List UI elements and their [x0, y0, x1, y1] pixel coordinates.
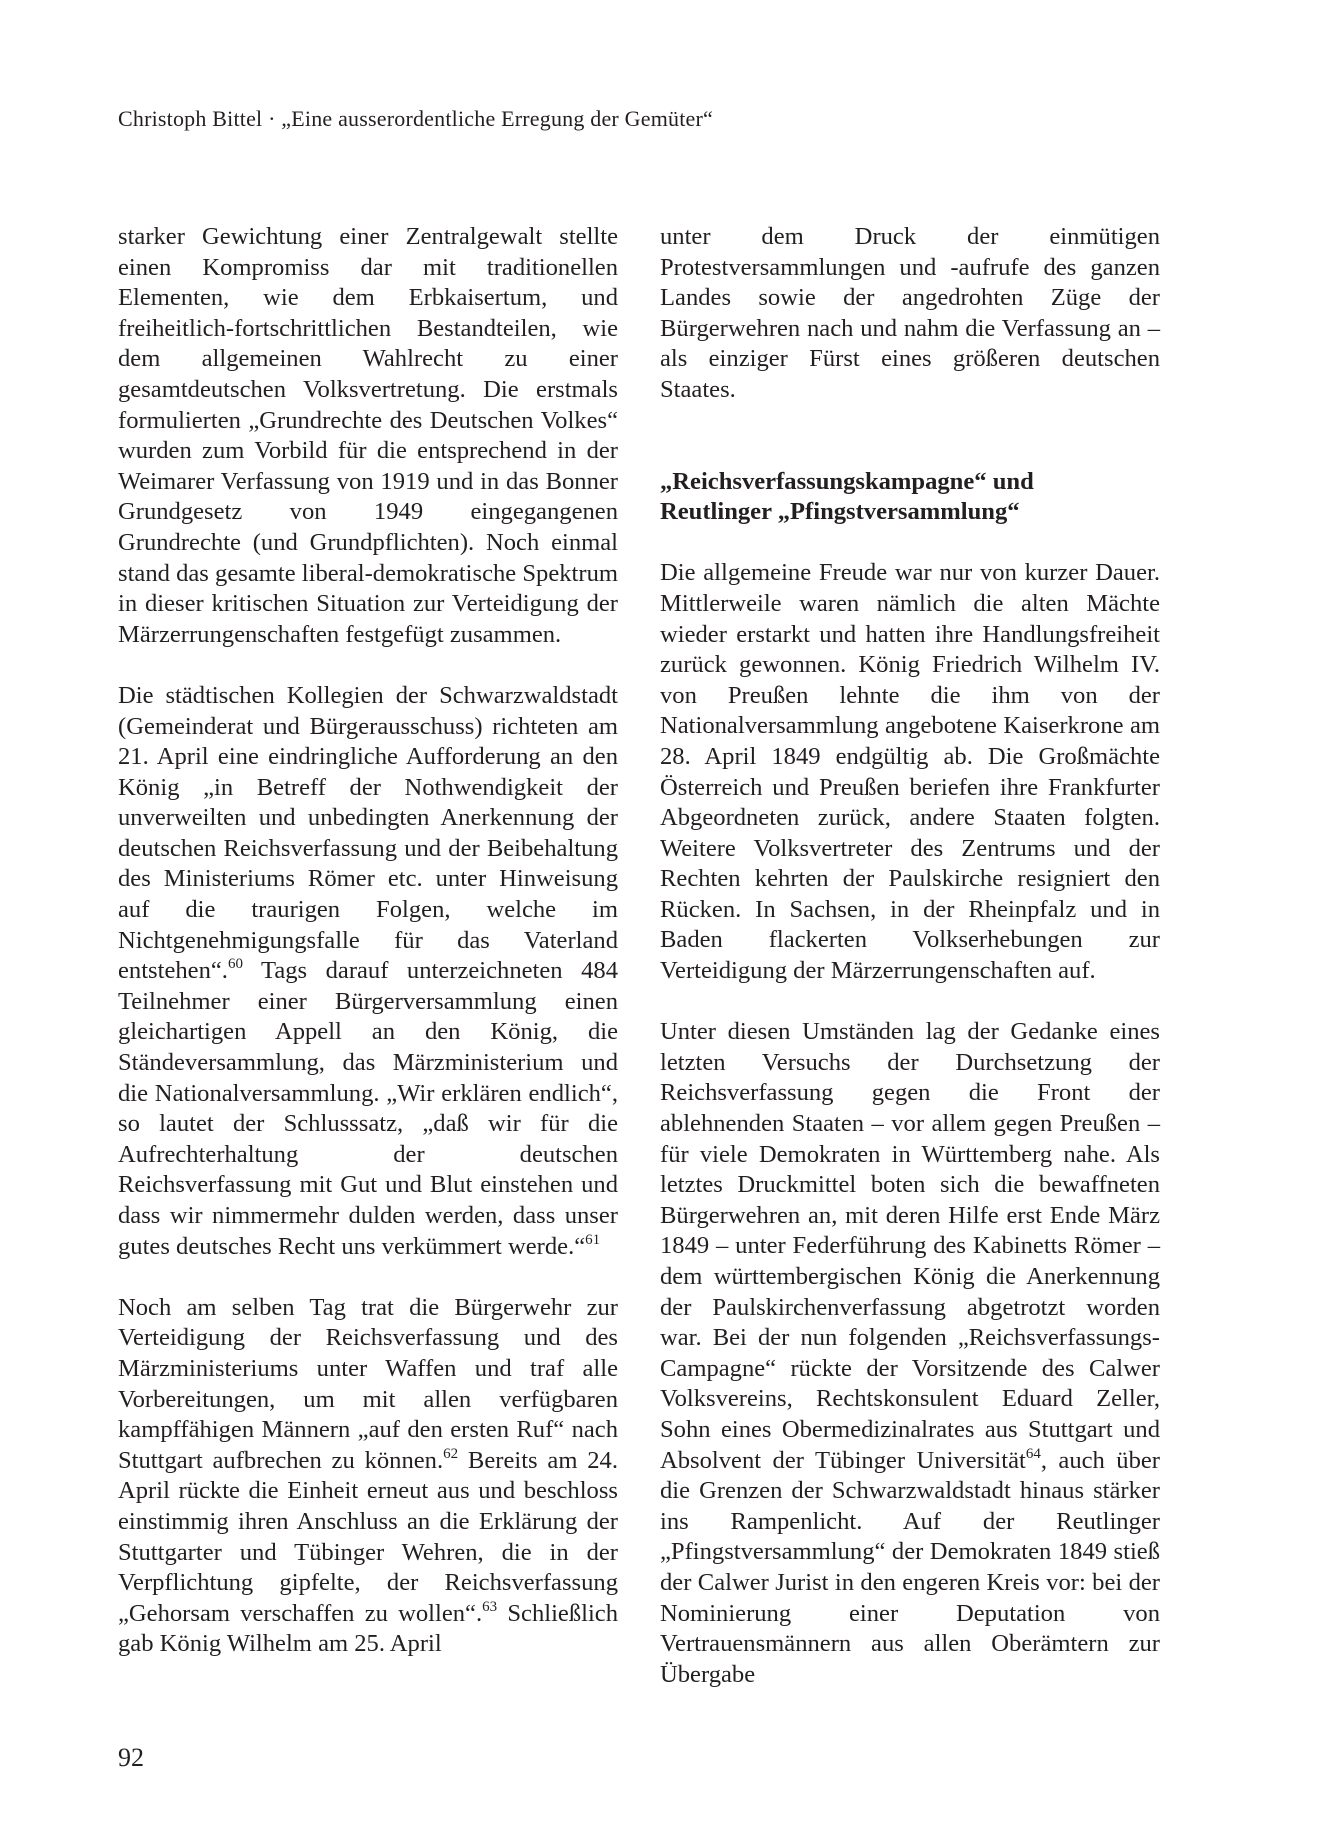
footnote-ref-60: 60	[227, 956, 243, 973]
right-paragraph-3-text-b: , auch über die Grenzen der Schwarzwaldstadt hinaus stärker ins Rampenlicht. Auf der Reutlinger „Pfingstversammlung“ der Demokraten 1849 stieß der Calwer Jurist in den engeren Kreis vor: bei der Nominierung einer Deputation von Vertrauensmännern aus allen Oberämtern zur Übergabe	[660, 1446, 1160, 1688]
left-paragraph-2	[118, 681, 618, 1262]
left-paragraph-2-text-b: Tags darauf unterzeichneten 484 Teilnehmer einer Bürgerversammlung einen gleichartigen Appell an den König, die Ständeversammlung, das Märzministerium und die Nationalversammlung. „Wir erklären endlich“, so lautet der Schlusssatz, „daß wir für die Aufrechterhaltung der deutschen Reichsverfassung mit Gut und Blut einstehen und dass wir nimmermehr dulden werden, dass unser gutes deutsches Recht uns verkümmert werde.“	[118, 957, 618, 1260]
left-paragraph-2-text: Die städtischen Kollegien der Schwarzwaldstadt (Gemeinderat und Bürgerausschuss) richteten am 21. April eine eindringliche Aufforderung an den König „in Betreff der Nothwendigkeit der unverweilten und unbedingten Anerkennung der deutschen Reichsverfassung und der Beibehaltung des Ministeriums Römer etc. unter Hinweisung auf die traurigen Folgen, welche im Nichtgenehmigungsfalle für das Vaterland entstehen“.	[118, 681, 618, 985]
running-head: Christoph Bittel · „Eine ausserordentliche Erregung der Gemüter“	[118, 106, 713, 131]
right-paragraph-3-text: Unter diesen Umständen lag der Gedanke eines letzten Versuchs der Durchsetzung der Reichsverfassung gegen die Front der ablehnenden Staaten – vor allem gegen Preußen – für viele Demokraten in Württemberg nahe. Als letztes Druckmittel boten sich die bewaffneten Bürgerwehren an, mit deren Hilfe erst Ende März 1849 – unter Federführung des Kabinetts Römer – dem württembergischen König die Anerkennung der Paulskirchenverfassung abgetrotzt worden war. Bei der nun folgenden „Reichsverfassungs-Campagne“ rückte der Vorsitzende des Calwer Volksvereins, Rechtskonsulent Eduard Zeller, Sohn eines Obermedizinalrates aus Stuttgart und Absolvent der Tübinger Universität	[660, 1018, 1160, 1474]
section-heading	[660, 467, 1160, 528]
footnote-ref-62: 62	[443, 1445, 459, 1462]
footnote-ref-63: 63	[482, 1598, 498, 1615]
left-paragraph-3-text-b: Bereits am 24. April rückte die Einheit erneut aus und beschloss einstimmig ihren Anschluss an die Erklärung der Stuttgarter und Tübinger Wehren, die in der Verpflichtung gipfelte, der Reichsverfassung „Gehorsam verschaffen zu wollen“.	[118, 1446, 618, 1627]
left-paragraph-1: starker Gewichtung einer Zentralgewalt stellte einen Kompromiss dar mit traditionellen Elementen, wie dem Erbkaisertum, und freiheitlich-fortschrittlichen Bestandteilen, wie dem allgemeinen Wahlrecht zu einer gesamtdeutschen Volksvertretung. Die erstmals formulierten „Grundrechte des Deutschen Volkes“ wurden zum Vorbild für die entsprechend in der Weimarer Verfassung von 1919 und in das Bonner Grundgesetz von 1949 eingegangenen Grundrechte (und Grundpflichten). Noch einmal stand das gesamte liberal-demokratische Spektrum in dieser kritischen Situation zur Verteidigung der Märzerrungenschaften festgefügt zusammen.	[118, 223, 618, 648]
right-column	[660, 222, 1160, 1690]
section-heading-line-1: „Reichsverfassungskampagne“ und	[660, 467, 1034, 495]
section-heading-line-2: Reutlinger „Pfingstversammlung“	[660, 498, 1020, 526]
left-paragraph-3	[118, 1293, 618, 1660]
footnote-ref-64: 64	[1025, 1445, 1041, 1462]
left-paragraph-3-text: Noch am selben Tag trat die Bürgerwehr zur Verteidigung der Reichsverfassung und des Märzministeriums unter Waffen und traf alle Vorbereitungen, um mit allen verfügbaren kampffähigen Männern „auf den ersten Ruf“ nach Stuttgart aufbrechen zu können.	[118, 1293, 618, 1474]
left-paragraph-3-text-c: Schließlich gab König Wilhelm am 25. April	[118, 1599, 618, 1658]
right-paragraph-1: unter dem Druck der einmütigen Protestversammlungen und -aufrufe des ganzen Landes sowie der angedrohten Züge der Bürgerwehren nach und nahm die Verfassung an – als einziger Fürst eines größeren deutschen Staates.	[660, 223, 1160, 403]
right-paragraph-3	[660, 1017, 1160, 1690]
page-number: 92	[118, 1743, 144, 1772]
footnote-ref-61: 61	[585, 1231, 601, 1248]
right-paragraph-2: Die allgemeine Freude war nur von kurzer Dauer. Mittlerweile waren nämlich die alten Mächte wieder erstarkt und hatten ihre Handlungsfreiheit zurück gewonnen. König Friedrich Wilhelm IV. von Preußen lehnte die ihm von der Nationalversammlung angebotene Kaiserkrone am 28. April 1849 endgültig ab. Die Großmächte Österreich und Preußen beriefen ihre Frankfurter Abgeordneten zurück, andere Staaten folgten. Weitere Volksvertreter des Zentrums und der Rechten kehrten der Paulskirche resigniert den Rücken. In Sachsen, in der Rheinpfalz und in Baden flackerten Volkserhebungen zur Verteidigung der Märzerrungenschaften auf.	[660, 559, 1160, 985]
left-column	[118, 222, 618, 1660]
